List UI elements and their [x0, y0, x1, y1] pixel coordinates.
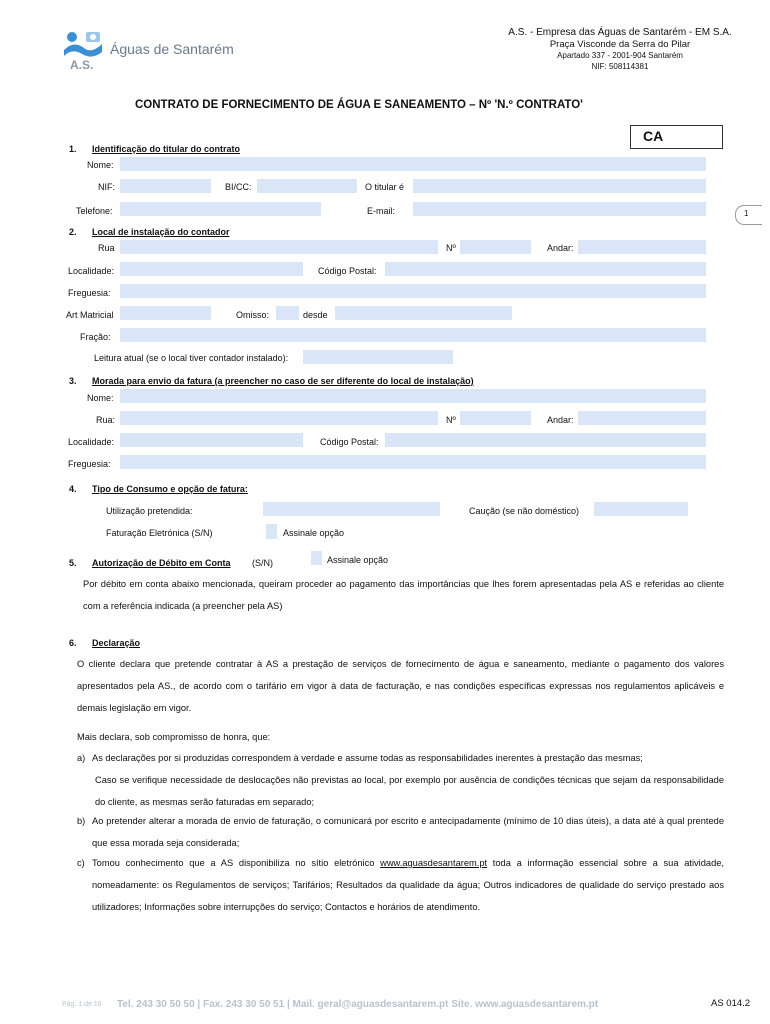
contract-title: CONTRATO DE FORNECIMENTO DE ÁGUA E SANEAMENTO – Nº 'N.º CONTRATO'	[135, 99, 583, 111]
numero-label: Nº	[446, 243, 456, 253]
bicc-label: BI/CC:	[225, 182, 252, 192]
numero-field[interactable]	[460, 240, 531, 254]
contract-code-box[interactable]	[630, 125, 723, 149]
bicc-field[interactable]	[257, 179, 357, 193]
titular-field[interactable]	[413, 179, 706, 193]
footer-contacts: Tel. 243 30 50 50 | Fax. 243 30 50 51 | Mail. geral@aguasdesantarem.pt Site. www.aguasdesantarem.pt	[117, 999, 599, 1010]
utilizacao-label: Utilização pretendida:	[106, 506, 193, 516]
website-link[interactable]: www.aguasdesantarem.pt	[380, 858, 488, 868]
email-field[interactable]	[413, 202, 706, 216]
declaracao-item-c: c) Tomou conhecimento que a AS disponibiliza no sítio eletrónico www.aguasdesantarem.pt toda a informação essencial sobre a sua atividade, nomeadamente: os Regulamentos de serviços; Tarifários; Resultados da qualidade da água; Outros indicadores de qualidade do serviço prestado aos utilizadores; Informações sobre interrupções do serviço; Contactos e horários de atendimento.	[77, 852, 724, 918]
company-street: Praça Visconde da Serra do Pilar	[549, 39, 691, 50]
caucao-field[interactable]	[594, 502, 688, 516]
page-side-marker: 1	[735, 205, 762, 225]
rua-field[interactable]	[120, 240, 438, 254]
logo-abbr: A.S.	[70, 58, 94, 72]
company-postal: Apartado 337 - 2001-904 Santarém	[557, 51, 683, 60]
andar-label: Andar:	[547, 243, 574, 253]
logo	[62, 28, 232, 74]
localidade-label: Localidade:	[68, 266, 115, 276]
morada-numero-field[interactable]	[460, 411, 531, 425]
nome-label: Nome:	[87, 160, 114, 170]
morada-rua-label: Rua:	[96, 415, 116, 425]
leitura-label: Leitura atual (se o local tiver contador instalado):	[94, 353, 289, 363]
morada-freguesia-field[interactable]	[120, 455, 706, 469]
email-label: E-mail:	[367, 206, 396, 216]
footer-page: Pág. 1 de 16	[62, 1001, 102, 1008]
faturacao-label: Faturação Eletrónica (S/N)	[106, 528, 213, 538]
declaracao-paragraph: O cliente declara que pretende contratar à AS a prestação de serviços de fornecimento de água e saneamento, mediante o pagamento dos valores apresentados pela AS., de acordo com o tarifário em vigor à data de facturação, e nas condições específicas expressas nos regulamentos aplicáveis e demais legislação em vigor.	[77, 659, 724, 713]
leitura-field[interactable]	[303, 350, 453, 364]
item-c-label: c)	[77, 858, 85, 868]
telefone-label: Telefone:	[76, 206, 113, 216]
andar-field[interactable]	[578, 240, 706, 254]
faturacao-checkbox[interactable]	[266, 524, 277, 539]
item-b-label: b)	[77, 816, 86, 826]
declaracao-item-a: a) As declarações por si produzidas correspondem à verdade e assume todas as responsabilidades inerentes à prestação das mesmas; Caso se verifique necessidade de deslocações não previstas ao local, por exemplo por ausência de condições técnicas que sejam da responsabilidade do cliente, as mesmas serão faturadas em separado;	[77, 747, 724, 813]
art-matricial-label: Art Matricial	[66, 310, 114, 320]
company-name: A.S. - Empresa das Águas de Santarém - EM S.A.	[508, 27, 732, 38]
declaracao-item-b: b) Ao pretender alterar a morada de envio de faturação, o comunicará por escrito e antecipadamente (mínimo de 10 dias úteis), a data até à qual prentede que essa morada seja considerada;	[77, 810, 724, 854]
rua-label: Rua	[98, 243, 115, 253]
contract-code: CA	[643, 128, 664, 144]
morada-freguesia-label: Freguesia:	[68, 459, 111, 469]
utilizacao-field[interactable]	[263, 502, 440, 516]
titular-label: O titular é	[365, 182, 405, 192]
morada-nome-field[interactable]	[120, 389, 706, 403]
freguesia-field[interactable]	[120, 284, 706, 298]
logo-text: Águas de Santarém	[110, 41, 234, 57]
fracao-field[interactable]	[120, 328, 706, 342]
caucao-label: Caução (se não doméstico)	[469, 506, 580, 516]
company-nif: NIF: 508114381	[591, 62, 649, 71]
morada-localidade-field[interactable]	[120, 433, 303, 447]
nif-label: NIF:	[98, 182, 115, 192]
desde-label: desde	[303, 310, 328, 320]
telefone-field[interactable]	[120, 202, 321, 216]
morada-nome-label: Nome:	[87, 393, 114, 403]
art-matricial-field[interactable]	[120, 306, 211, 320]
morada-rua-field[interactable]	[120, 411, 438, 425]
faturacao-assinale-label: Assinale opção	[283, 528, 345, 538]
omisso-label: Omisso:	[236, 310, 270, 320]
desde-field[interactable]	[335, 306, 512, 320]
freguesia-label: Freguesia:	[68, 288, 111, 298]
morada-numero-label: Nº	[446, 415, 456, 425]
codigo-postal-label: Código Postal:	[318, 266, 377, 276]
nome-field[interactable]	[120, 157, 706, 171]
morada-localidade-label: Localidade:	[68, 437, 115, 447]
debito-checkbox[interactable]	[311, 551, 322, 565]
footer-code: AS 014.2	[711, 998, 751, 1009]
item-a-label: a)	[77, 753, 86, 763]
nif-field[interactable]	[120, 179, 211, 193]
omisso-field[interactable]	[276, 306, 299, 320]
morada-andar-label: Andar:	[547, 415, 574, 425]
localidade-field[interactable]	[120, 262, 303, 276]
morada-andar-field[interactable]	[578, 411, 706, 425]
codigo-postal-field[interactable]	[385, 262, 706, 276]
debito-assinale-label: Assinale opção	[327, 555, 389, 565]
section-5-sn: (S/N)	[252, 558, 273, 568]
morada-codigo-postal-field[interactable]	[385, 433, 706, 447]
declaracao-intro: Mais declara, sob compromisso de honra, que:	[77, 732, 271, 742]
fracao-label: Fração:	[80, 332, 111, 342]
morada-codigo-postal-label: Código Postal:	[320, 437, 379, 447]
debito-text: Por débito em conta abaixo mencionada, queiram proceder ao pagamento das importâncias que lhes forem apresentadas pela AS e referidas ao cliente com a referência indicada (a preencher pela AS)	[83, 579, 724, 611]
